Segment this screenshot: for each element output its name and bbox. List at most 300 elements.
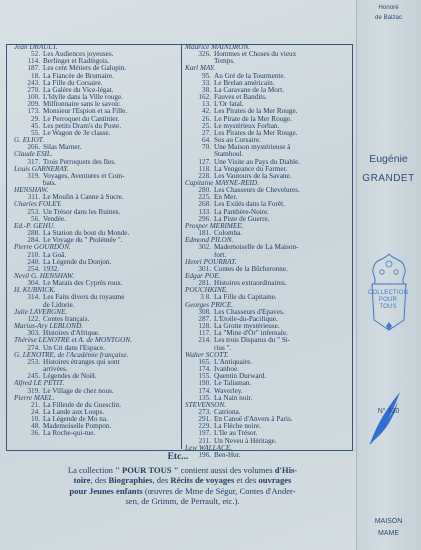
book-number: 187. <box>27 65 40 73</box>
book-title: Un Cri dans l'Espace. <box>43 344 105 352</box>
book-number: 155. <box>198 373 211 381</box>
book-title: Histoires d'Afrique. <box>43 330 100 338</box>
author-heading: Henri POURRAT. <box>185 258 237 266</box>
book-number: 24. <box>31 408 40 416</box>
book-number: 45. <box>31 122 40 130</box>
note-bold: toire <box>73 475 91 486</box>
book-title: Les Faits divers du royaume <box>43 294 125 302</box>
book-title: Le Moulin à Canne à Sucre. <box>43 194 124 202</box>
note-bold: Récits de voyages <box>170 475 235 486</box>
book-title: Les petits Dram's du Poste. <box>43 122 122 130</box>
book-entry <box>185 166 350 173</box>
book-entry <box>185 144 350 151</box>
book-number: 302. <box>198 244 211 252</box>
book-number: 266. <box>27 144 40 152</box>
book-entry <box>14 330 179 337</box>
book-entry <box>14 280 179 287</box>
book-number: 317. <box>27 158 40 166</box>
author-heading: Alfred LE PETIT. <box>14 380 65 388</box>
book-entry <box>185 409 350 416</box>
book-title: Les Exilés dans la Forêt. <box>214 201 285 209</box>
book-title: La Flèche noire. <box>214 423 261 431</box>
book-title: Légendes de Noël. <box>43 373 97 381</box>
publisher <box>356 516 421 540</box>
book-number: 209. <box>27 101 40 109</box>
book-title: Contes français. <box>43 315 90 323</box>
book-number: 18. <box>31 72 40 80</box>
book-number: 326. <box>198 51 211 59</box>
book-title: Le Voyage du " Ptolémée ". <box>43 237 123 245</box>
book-number: 319. <box>27 172 40 180</box>
author-heading: Prosper MÉRIMÉE. <box>185 222 244 230</box>
book-title: Contes de la Bûcheronne. <box>214 265 288 273</box>
book-number: 268. <box>198 201 211 209</box>
book-entry <box>185 116 350 123</box>
author-heading: Marius-Ary LEBLOND. <box>14 323 84 331</box>
note-text: , des <box>90 475 109 486</box>
book-title-continuation: Temps. <box>214 58 235 66</box>
book-title: Ivanhoe. <box>214 366 239 374</box>
book-number: 280. <box>198 187 211 195</box>
book-title: Les Pirates de la Mer Rouge. <box>214 129 298 137</box>
book-title: Une Visite au Pays du Diable. <box>214 158 301 166</box>
book-number: 162. <box>198 94 211 102</box>
book-number: 64. <box>202 137 211 145</box>
book-title: Mademoiselle de La Maison- <box>214 244 299 252</box>
column-divider <box>181 44 182 449</box>
book-title: Trois Perroquets des Iles. <box>43 158 116 166</box>
book-number: 253. <box>27 358 40 366</box>
book-entry <box>185 294 350 301</box>
book-title: En Mer. <box>214 194 238 202</box>
book-entry <box>185 430 350 437</box>
book-number: 95. <box>202 72 211 80</box>
book-title: La Filleule de du Guesclin. <box>43 401 122 409</box>
book-title: Un Trésor dans les Ruines. <box>43 208 121 216</box>
book-number: 174. <box>198 366 211 374</box>
author-heading: Georges PRICE. <box>185 301 234 309</box>
author-heading: Louis GARNERAY. <box>14 165 69 173</box>
book-title: La Fiancée de Brumaire. <box>43 72 115 80</box>
book-entry <box>185 51 350 58</box>
book-number: 229. <box>198 423 211 431</box>
book-title: Voyages, Aventures et Com- <box>43 172 125 180</box>
book-entry <box>185 173 350 180</box>
book-number: 210. <box>27 251 40 259</box>
author-heading: Nevil G. HENSHAW. <box>14 273 75 280</box>
book-title: La "Mine d'Or" infernale. <box>214 330 288 338</box>
book-entry <box>185 309 350 316</box>
book-title: La Lande aux Loups. <box>43 408 105 416</box>
book-title: La Grotte mystérieuse. <box>214 323 280 331</box>
book-number: 10. <box>31 416 40 424</box>
author-heading: Ed.-P. GÉHU. <box>14 222 55 230</box>
collection-note-line-4: sen, de Grimm, de Perrault, etc.). <box>125 495 240 506</box>
book-title: Le Talisman. <box>214 380 252 388</box>
book-entry <box>14 58 179 65</box>
book-title: Mademoiselle Pompon. <box>43 423 112 431</box>
book-title: Hommes et Choses du vieux <box>214 51 297 59</box>
book-entry <box>14 87 179 94</box>
book-entry <box>14 101 179 108</box>
book-title-continuation: fort. <box>214 251 227 259</box>
book-title: Le Village de chez nous. <box>43 387 114 395</box>
book-number: 308. <box>198 308 211 316</box>
book-entry <box>14 430 179 437</box>
book-entry <box>185 423 350 430</box>
collection-note-line-2 <box>10 475 355 485</box>
quill-feather-icon <box>364 388 406 448</box>
author-heading: STEVENSON. <box>185 401 226 409</box>
book-title: Les trois Disparus du " Si- <box>214 337 291 345</box>
cover-title <box>356 150 421 188</box>
book-title: Catriona. <box>214 408 241 416</box>
book-title: Fauves et Bandits. <box>214 94 267 102</box>
etc-heading: Etc... <box>167 452 189 462</box>
book-title: L'Idylle dans la Ville rouge. <box>43 94 123 102</box>
book-title: Histoires extraordinaires. <box>214 280 287 288</box>
book-entry <box>14 259 179 266</box>
book-number: 27. <box>202 129 211 137</box>
book-entry <box>14 94 179 101</box>
book-title: La Panthère-Noire. <box>214 208 270 216</box>
author-heading: Claude ESIL. <box>14 151 53 159</box>
book-number: 281. <box>198 280 211 288</box>
book-number: 288. <box>27 230 40 238</box>
book-number: 114. <box>27 58 40 66</box>
book-entry <box>185 209 350 216</box>
book-entry <box>185 366 350 373</box>
book-number: 196. <box>198 451 211 459</box>
book-entry <box>14 108 179 115</box>
note-bold: pour Jeunes enfants <box>69 485 143 496</box>
book-title: Une Maison mystérieuse à <box>214 144 291 152</box>
emblem-label-1: COLLECTION <box>367 290 409 296</box>
book-entry <box>14 73 179 80</box>
book-number: 133. <box>198 208 211 216</box>
book-entry <box>185 137 350 144</box>
author-heading: G. LENOTRE, de l'Académie française. <box>14 351 129 359</box>
book-number: 29. <box>31 115 40 123</box>
book-title: L'Antiquaire. <box>214 358 253 366</box>
book-title: La Fille du Capitaine. <box>214 294 277 302</box>
book-title: Ben-Hur. <box>214 451 241 459</box>
book-entry <box>185 73 350 80</box>
book-title: L'Ile au Trésor. <box>214 430 258 438</box>
book-entry <box>14 416 179 423</box>
book-entry <box>185 159 350 166</box>
book-title-continuation: rius ". <box>214 344 232 352</box>
book-title: La Légende de Mo na. <box>43 416 108 424</box>
book-title: La Piste de Guerre. <box>214 215 270 223</box>
collection-note-line-1 <box>10 465 355 475</box>
book-entry <box>185 359 350 366</box>
author-heading: Lew WALLACE. <box>185 444 233 452</box>
note-bold: ouvrages <box>258 475 292 486</box>
emblem-label <box>360 290 416 311</box>
author-heading: HENSHAW. <box>14 187 49 195</box>
book-entry <box>185 330 350 337</box>
book-entry <box>14 409 179 416</box>
emblem-label-2: POUR <box>378 297 398 303</box>
note-text: , des <box>152 475 171 486</box>
book-number: 38. <box>202 86 211 94</box>
book-number: 135. <box>198 394 211 402</box>
book-entry <box>14 130 179 137</box>
book-entry <box>185 380 350 387</box>
book-title: Le Perroquet du Cantinier. <box>43 115 120 123</box>
book-entry <box>185 194 350 201</box>
book-number: 304. <box>27 280 40 288</box>
book-title: L'Or fatal. <box>214 101 244 109</box>
emblem-label-3: TOUS <box>379 304 397 310</box>
book-number: 270. <box>27 86 40 94</box>
book-entry <box>185 316 350 323</box>
book-entry <box>14 402 179 409</box>
book-number: 284. <box>27 237 40 245</box>
author-heading: Pierre GOURDON. <box>14 244 71 252</box>
book-title: Berlinget et Radingois. <box>43 58 110 66</box>
author-heading: H. KUBNICK. <box>14 287 56 295</box>
collection-note-line-3 <box>10 486 355 496</box>
book-entry <box>185 244 350 251</box>
book-entry <box>185 337 350 344</box>
book-number: 190. <box>198 380 211 388</box>
book-title: Les Chasseurs de Chevelures. <box>214 187 300 195</box>
book-entry <box>14 65 179 72</box>
note-text: contient aussi des volumes <box>178 465 275 475</box>
book-number: 36. <box>31 430 40 438</box>
book-entry <box>185 80 350 87</box>
book-entry <box>185 94 350 101</box>
book-entry <box>185 388 350 395</box>
book-entry <box>14 144 179 151</box>
author-heading: Jean DRAULT. <box>14 44 58 51</box>
note-bold: d'His- <box>274 465 298 475</box>
book-number: 128. <box>198 323 211 331</box>
book-number: 291. <box>198 416 211 424</box>
note-text: et des <box>234 475 259 486</box>
book-title: Vendée. <box>43 215 66 223</box>
book-title: Les cent Métiers de Galupin. <box>43 65 127 73</box>
book-number: 26. <box>202 115 211 123</box>
book-title: Le mystérieux Forban. <box>214 122 280 130</box>
book-title: La Nain noir. <box>214 394 253 402</box>
book-number: 165. <box>198 358 211 366</box>
author-heading: Julie LAVERGNE. <box>14 308 68 316</box>
book-entry <box>185 416 350 423</box>
author-heading: Karl MAY. <box>185 65 216 73</box>
book-number: 3 8. <box>200 294 211 302</box>
book-number: 13. <box>202 101 211 109</box>
book-title: Waverley. <box>214 387 243 395</box>
book-title: Le Wagon de 3e classe. <box>43 129 111 137</box>
book-number: 273. <box>198 408 211 416</box>
book-number: 245. <box>27 373 40 381</box>
book-entry <box>14 252 179 259</box>
book-number: 117. <box>198 330 211 338</box>
book-title: Au Gré de la Tourmente. <box>214 72 286 80</box>
book-number: 253. <box>27 208 40 216</box>
book-title: Sus au Corsaire. <box>214 137 261 145</box>
book-number: 211. <box>198 437 211 445</box>
cover-author <box>356 3 421 23</box>
book-title: Les Pirates de la Mer Rouge. <box>214 108 298 116</box>
book-title: Colomba. <box>214 230 243 238</box>
book-number: 197. <box>198 430 211 438</box>
book-number: 228. <box>198 172 211 180</box>
book-number: 127. <box>198 158 211 166</box>
author-heading: Edgar POE. <box>185 273 221 280</box>
book-title: Un Neveu à Héritage. <box>214 437 277 445</box>
book-number: 55. <box>31 129 40 137</box>
book-entry <box>14 80 179 87</box>
book-entry <box>14 194 179 201</box>
publisher-line-1: MAISON <box>374 518 403 525</box>
book-entry <box>185 216 350 223</box>
book-number: 314. <box>27 294 40 302</box>
book-number: 52. <box>31 51 40 59</box>
book-title: Millionnaire sans le savoir. <box>43 101 121 109</box>
book-title: Les Vautours de la Savane. <box>214 172 292 180</box>
book-title-continuation: bats. <box>43 179 57 187</box>
book-entry <box>185 101 350 108</box>
book-title: Les Audiences joyeuses. <box>43 51 114 59</box>
book-entry <box>185 323 350 330</box>
volume-number: N° 330 <box>377 408 400 415</box>
book-entry <box>14 359 179 366</box>
book-title: La Fille du Corsaire. <box>43 79 103 87</box>
cover-author-last: de Balzac <box>374 14 403 21</box>
book-number: 100. <box>27 94 40 102</box>
book-entry <box>14 294 179 301</box>
book-title: La Goâ. <box>43 251 67 259</box>
book-entry <box>14 159 179 166</box>
author-heading: POUCHKINE. <box>185 287 228 295</box>
book-number: 118. <box>198 165 211 173</box>
book-title: La Caravane de la Mort. <box>214 86 285 94</box>
book-number: 122. <box>27 315 40 323</box>
book-entry <box>185 395 350 402</box>
book-number: 174. <box>198 387 211 395</box>
note-bold: " POUR TOUS " <box>115 465 179 475</box>
book-number: 70. <box>202 144 211 152</box>
catalog-right-column <box>185 44 350 459</box>
collection-note <box>10 465 355 506</box>
book-title: Le Brelan américain. <box>214 79 275 87</box>
book-number: 214. <box>198 337 211 345</box>
book-title: La Galère du Vice-légat. <box>43 86 114 94</box>
book-number: 296. <box>198 215 211 223</box>
book-entry <box>14 423 179 430</box>
author-heading: Capitaine MAYNE-REID. <box>185 179 259 187</box>
book-title: L'Étoile-du-Pacifique. <box>214 315 278 323</box>
book-entry <box>14 51 179 58</box>
book-entry <box>14 173 179 180</box>
book-number: 56. <box>31 215 40 223</box>
book-number: 21. <box>31 401 40 409</box>
book-number: 243. <box>27 79 40 87</box>
book-entry <box>185 280 350 287</box>
book-number: 33. <box>202 79 211 87</box>
book-title: Silas Marner. <box>43 144 82 152</box>
book-entry <box>185 438 350 445</box>
book-number: 274. <box>27 344 40 352</box>
author-heading: Pierre MAËL. <box>14 394 55 402</box>
book-entry <box>14 230 179 237</box>
book-title: Monsieur l'Espion et sa Fille. <box>43 108 128 116</box>
book-entry <box>185 373 350 380</box>
author-heading: Charles FOLEY. <box>14 201 62 209</box>
book-title: Les Chasseurs d'Épaves. <box>214 308 285 316</box>
catalog-left-column <box>14 44 179 438</box>
book-entry <box>185 187 350 194</box>
author-heading: Edmond PILON. <box>185 237 234 245</box>
book-number: 254. <box>27 265 40 273</box>
book-number: 173. <box>27 108 40 116</box>
book-number: 303. <box>27 330 40 338</box>
book-number: 311. <box>27 194 40 202</box>
book-entry <box>14 373 179 380</box>
book-entry <box>14 388 179 395</box>
cover-title-line-1: Eugénie <box>369 153 408 165</box>
book-number: 301. <box>198 265 211 273</box>
book-number: 240. <box>27 258 40 266</box>
author-heading: Maurice MAINDRON. <box>185 44 251 51</box>
book-entry <box>185 230 350 237</box>
book-title-continuation: arrivées. <box>43 366 68 374</box>
book-entry <box>14 116 179 123</box>
book-title: La Légende du Donjon. <box>43 258 112 266</box>
book-entry <box>185 108 350 115</box>
book-number: 181. <box>198 230 211 238</box>
book-entry <box>14 123 179 130</box>
note-bold: Biographies <box>108 475 153 486</box>
book-entry <box>14 266 179 273</box>
book-title-continuation: Stamboul. <box>214 151 244 159</box>
book-title: Le Marais des Cyprès roux. <box>43 280 123 288</box>
book-number: 225. <box>198 194 211 202</box>
book-title: La Station du bout du Monde. <box>43 230 130 238</box>
book-title: La Roche-qui-tue. <box>43 430 96 438</box>
author-heading: Walter SCOTT. <box>185 351 229 359</box>
book-entry <box>185 123 350 130</box>
book-entry <box>185 266 350 273</box>
book-title: 1932. <box>43 265 60 273</box>
book-title: La Vengeance du Farmer. <box>214 165 288 173</box>
book-title: Histoires étranges qui sont <box>43 358 120 366</box>
book-number: 287. <box>198 315 211 323</box>
author-heading: G. ELIOT. <box>14 137 45 145</box>
book-entry <box>14 216 179 223</box>
book-entry <box>185 201 350 208</box>
cover-author-first: Honoré <box>378 4 399 11</box>
author-heading: Thérèse LENOTRE et A. de MONTGON. <box>14 337 132 345</box>
book-title: Quentin Durward. <box>214 373 267 381</box>
book-entry <box>14 316 179 323</box>
book-title: Le Pirate de la Mer Rouge. <box>214 115 292 123</box>
book-entry <box>14 345 179 352</box>
book-entry <box>185 130 350 137</box>
note-text: La collection <box>67 465 116 475</box>
book-number: 48. <box>31 423 40 431</box>
book-title: En Canoë d'Anvers à Paris. <box>214 416 293 424</box>
book-entry <box>185 87 350 94</box>
book-number: 25. <box>202 122 211 130</box>
cover-title-line-2: GRANDET <box>362 173 415 184</box>
book-title-continuation: de Lidorie. <box>43 301 75 309</box>
note-text: (œuvres de Mme de Ségur, Contes d'Ander- <box>142 485 296 496</box>
